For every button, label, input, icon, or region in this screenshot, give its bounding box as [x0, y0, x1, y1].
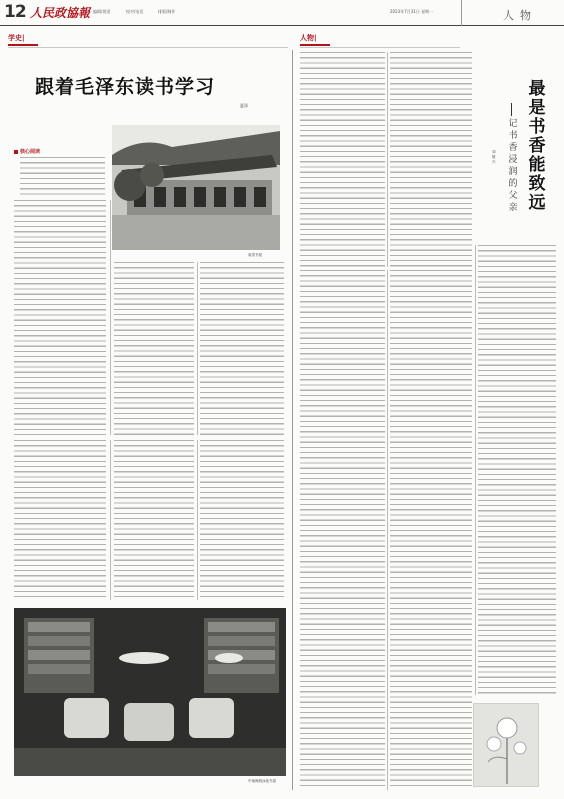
left-body-col-2b [114, 440, 194, 600]
right-body-col-3 [478, 245, 556, 695]
right-column-tag [300, 33, 317, 43]
date-line: 2023年7月31日 星期一 [390, 9, 434, 14]
article-divider [292, 50, 293, 790]
masthead [0, 0, 564, 26]
left-column-tag [8, 33, 25, 43]
right-top-rule [300, 47, 460, 48]
right-body-col-2a [390, 52, 472, 267]
flower-art [474, 704, 540, 788]
right-body-col-2b [390, 270, 472, 790]
right-col-divider-2 [387, 270, 388, 790]
page-number: 12 [4, 2, 26, 22]
left-column-tag-text: 学史| [8, 34, 25, 42]
left-col-divider-1 [110, 200, 111, 435]
left-top-rule [8, 47, 288, 48]
left-body-col-1b [14, 440, 106, 600]
masthead-divider [461, 0, 462, 26]
study-room-art [14, 608, 286, 776]
subtitle-dash [511, 103, 512, 116]
left-col-divider-2 [197, 262, 198, 435]
right-col-divider-3 [475, 245, 476, 695]
right-body-col-1b [300, 270, 385, 790]
editor-line-1: 编辑/视觉 [93, 9, 111, 14]
square-bullet-icon [14, 150, 18, 154]
right-article-subtitle: 记书香浸润的父亲 [508, 119, 518, 213]
right-col-divider-1 [387, 52, 388, 267]
building-photo [112, 125, 280, 250]
left-tag-underline [8, 44, 38, 46]
paper-name: 人民政協報 [30, 6, 91, 20]
left-body-col-2a [114, 262, 194, 435]
right-column-tag-text: 人物| [300, 34, 317, 42]
intro-label [14, 148, 40, 155]
left-article-title: 跟着毛泽东读书学习 [35, 76, 216, 98]
left-body-col-3a [200, 262, 284, 435]
right-body-col-1a [300, 52, 385, 267]
intro-label-text: 核心阅读 [20, 149, 41, 155]
right-article-title: 最是书香能致远 [528, 79, 546, 213]
photo2-caption: 中南海游泳池书屋 [248, 779, 276, 783]
left-col-divider-4 [197, 440, 198, 600]
left-body-col-1a [14, 200, 106, 435]
left-col-divider-3 [110, 440, 111, 600]
editor-line-3: 排版/制作 [158, 9, 176, 14]
photo-caption: 菊香书屋 [248, 253, 262, 257]
right-tag-underline [300, 44, 330, 46]
section-name: 人物 [503, 9, 537, 22]
intro-text-block [20, 157, 105, 195]
right-article-author: 刘继兴 [492, 150, 496, 164]
study-room-photo [14, 608, 286, 776]
building-photo-art [112, 125, 280, 250]
flower-illustration [473, 703, 539, 787]
editor-line-2: 校对/电话 [126, 9, 144, 14]
left-article-byline: 夏添 [240, 103, 248, 108]
left-body-col-3b [200, 440, 284, 600]
